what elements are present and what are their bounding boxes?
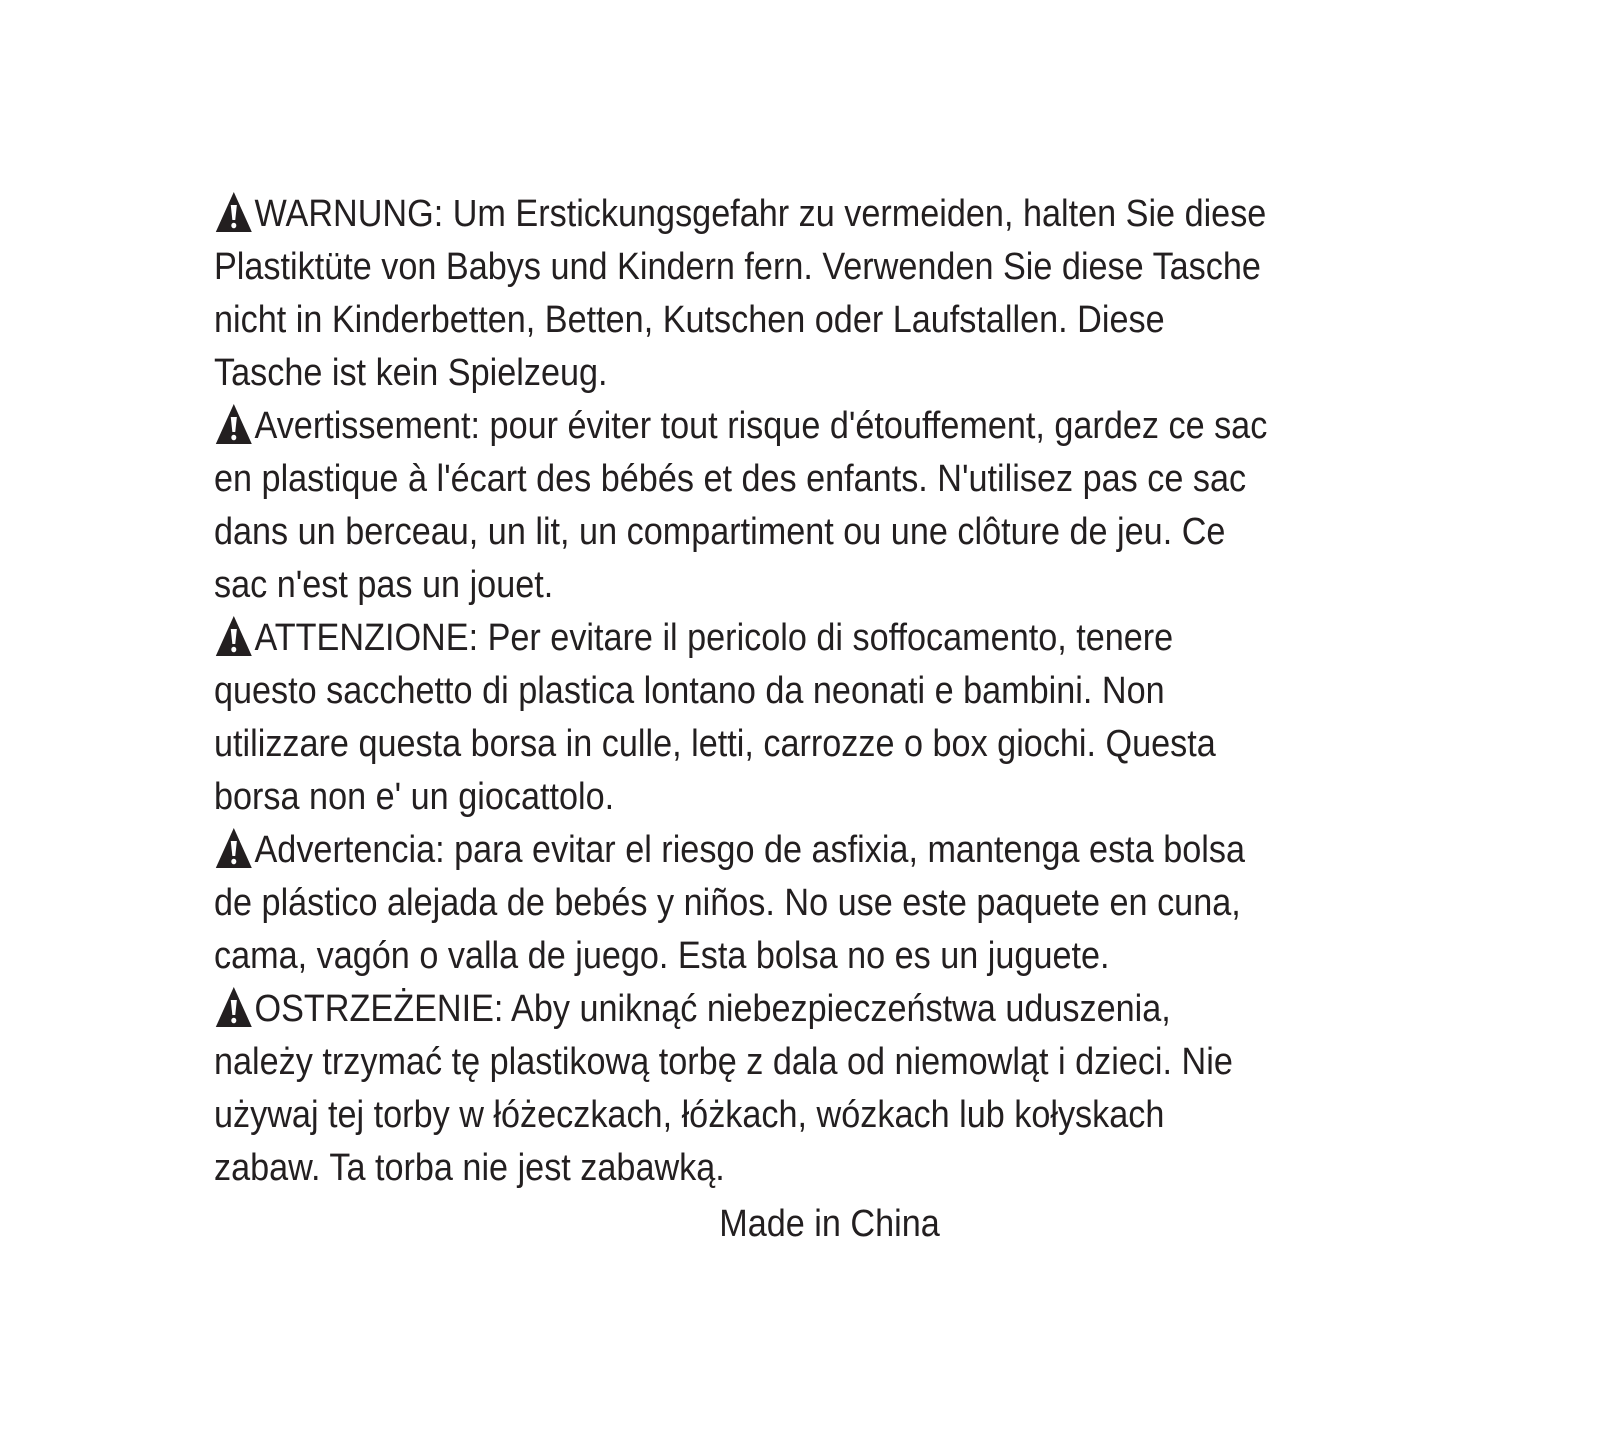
warning-it — [214, 612, 1276, 824]
warning-triangle-icon — [214, 614, 254, 658]
warning-triangle-icon — [214, 190, 254, 234]
warning-triangle-icon — [214, 402, 254, 446]
warning-pl — [214, 983, 1276, 1195]
warning-es — [214, 824, 1276, 983]
warning-text: ATTENZIONE: Per evitare il pericolo di soffocamento, tenere questo sacchetto di plastica lontano da neonati e bambini. Non utilizzare questa borsa in culle, letti, carrozze o box giochi. Questa borsa non e' un giocattolo. — [214, 617, 1216, 818]
warning-text: Advertencia: para evitar el riesgo de asfixia, mantenga esta bolsa de plástico alejada de bebés y niños. No use este paquete en cuna, cama, vagón o valla de juego. Esta bolsa no es un juguete. — [214, 829, 1245, 977]
warning-triangle-icon — [214, 985, 254, 1029]
warning-fr — [214, 400, 1276, 612]
warning-triangle-icon — [214, 826, 254, 870]
warning-de — [214, 188, 1276, 400]
warning-list — [214, 188, 1276, 1195]
warning-text: OSTRZEŻENIE: Aby uniknąć niebezpieczeństwa uduszenia, należy trzymać tę plastikową torbę z dala od niemowląt i dzieci. Nie używaj tej torby w łóżeczkach, łóżkach, wózkach lub kołyskach zabaw. Ta torba nie jest zabawką. — [214, 988, 1233, 1189]
country-of-origin — [0, 1198, 1600, 1251]
warning-text: WARNUNG: Um Erstickungsgefahr zu vermeiden, halten Sie diese Plastiktüte von Babys und Kindern fern. Verwenden Sie diese Tasche nicht in Kinderbetten, Betten, Kutschen oder Laufstallen. Diese Tasche ist kein Spielzeug. — [214, 193, 1267, 394]
origin-text: Made in China — [719, 1203, 941, 1245]
warning-text: Avertissement: pour éviter tout risque d'étouffement, gardez ce sac en plastique à l'écart des bébés et des enfants. N'utilisez pas ce sac dans un berceau, un lit, un compartiment ou une clôture de jeu. Ce sac n'est pas un jouet. — [214, 405, 1268, 606]
